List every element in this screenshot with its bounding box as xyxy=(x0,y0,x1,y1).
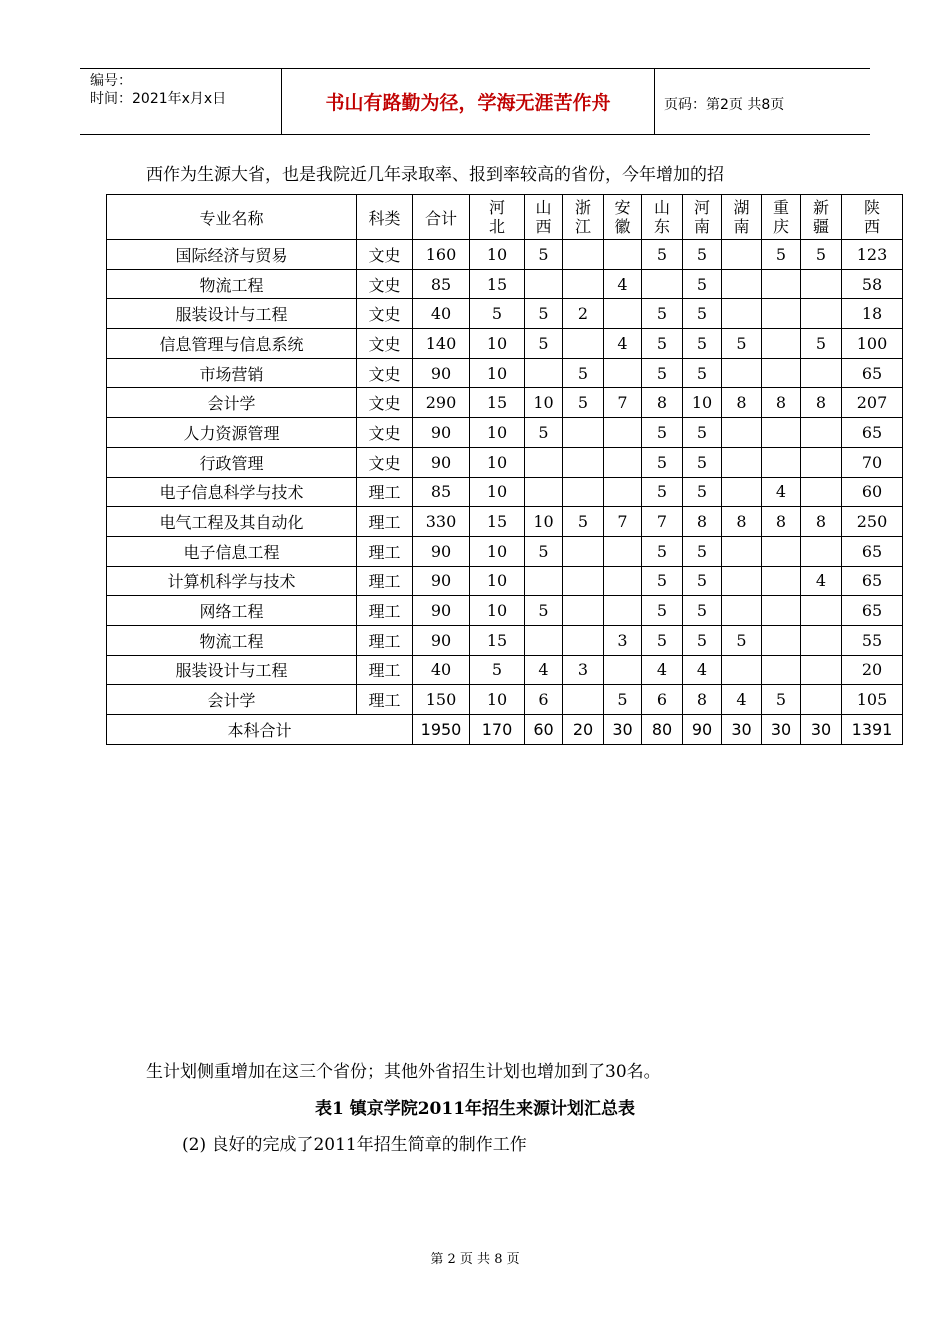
value-cell xyxy=(722,269,762,299)
value-cell xyxy=(762,299,801,329)
value-cell: 5 xyxy=(642,299,683,329)
value-cell xyxy=(604,596,642,626)
value-cell xyxy=(525,625,563,655)
value-cell xyxy=(762,269,801,299)
value-cell: 290 xyxy=(413,388,470,418)
major-name-cell: 物流工程 xyxy=(107,269,357,299)
category-cell: 文史 xyxy=(357,447,413,477)
value-cell xyxy=(563,329,604,359)
value-cell xyxy=(604,358,642,388)
major-name-cell: 网络工程 xyxy=(107,596,357,626)
value-cell: 90 xyxy=(413,418,470,448)
category-cell: 文史 xyxy=(357,358,413,388)
page-footer: 第 2 页 共 8 页 xyxy=(430,1252,520,1267)
header-province: 新 疆 xyxy=(801,195,842,240)
value-cell: 5 xyxy=(525,329,563,359)
value-cell: 5 xyxy=(801,329,842,359)
value-cell xyxy=(801,358,842,388)
header-province: 湖 南 xyxy=(722,195,762,240)
value-cell: 5 xyxy=(642,566,683,596)
major-name-cell: 服装设计与工程 xyxy=(107,655,357,685)
table-row xyxy=(107,418,903,448)
value-cell: 5 xyxy=(762,685,801,715)
value-cell: 5 xyxy=(683,596,722,626)
value-cell xyxy=(604,477,642,507)
value-cell xyxy=(801,269,842,299)
value-cell: 5 xyxy=(642,447,683,477)
value-cell: 4 xyxy=(604,329,642,359)
value-cell: 4 xyxy=(525,655,563,685)
header-province: 陕 西 xyxy=(842,195,903,240)
value-cell xyxy=(642,269,683,299)
value-cell: 15 xyxy=(470,625,525,655)
major-name-cell: 电气工程及其自动化 xyxy=(107,507,357,537)
value-cell: 5 xyxy=(642,596,683,626)
enrollment-table xyxy=(106,194,903,745)
value-cell: 3 xyxy=(563,655,604,685)
value-cell: 85 xyxy=(413,477,470,507)
value-cell: 8 xyxy=(801,388,842,418)
value-cell: 5 xyxy=(525,240,563,270)
value-cell: 8 xyxy=(722,388,762,418)
table-row xyxy=(107,269,903,299)
header-page-label: 页码：第2页 共8页 xyxy=(664,97,785,113)
value-cell: 18 xyxy=(842,299,903,329)
value-cell xyxy=(525,358,563,388)
value-cell: 5 xyxy=(642,536,683,566)
value-cell: 5 xyxy=(683,418,722,448)
value-cell xyxy=(801,536,842,566)
table-row xyxy=(107,329,903,359)
table-row xyxy=(107,625,903,655)
table-row xyxy=(107,299,903,329)
value-cell: 40 xyxy=(413,299,470,329)
value-cell: 105 xyxy=(842,685,903,715)
category-cell: 文史 xyxy=(357,269,413,299)
summary-value-cell: 30 xyxy=(801,715,842,745)
value-cell: 3 xyxy=(604,625,642,655)
value-cell: 10 xyxy=(470,536,525,566)
value-cell: 10 xyxy=(525,388,563,418)
value-cell xyxy=(563,566,604,596)
summary-value-cell: 1391 xyxy=(842,715,903,745)
value-cell xyxy=(604,447,642,477)
header-motto: 书山有路勤为径，学海无涯苦作舟 xyxy=(325,92,611,114)
table-caption: 表1 镇京学院2011年招生来源计划汇总表 xyxy=(314,1099,636,1119)
value-cell: 65 xyxy=(842,358,903,388)
summary-value-cell: 80 xyxy=(642,715,683,745)
category-cell: 理工 xyxy=(357,477,413,507)
value-cell: 7 xyxy=(604,388,642,418)
value-cell: 5 xyxy=(525,299,563,329)
table-row xyxy=(107,477,903,507)
value-cell xyxy=(762,447,801,477)
value-cell: 5 xyxy=(642,358,683,388)
value-cell: 5 xyxy=(642,329,683,359)
value-cell xyxy=(722,447,762,477)
value-cell xyxy=(722,418,762,448)
value-cell: 65 xyxy=(842,536,903,566)
value-cell: 5 xyxy=(683,240,722,270)
value-cell: 5 xyxy=(525,418,563,448)
value-cell: 65 xyxy=(842,566,903,596)
value-cell xyxy=(801,596,842,626)
header-total: 合计 xyxy=(413,195,470,240)
value-cell: 5 xyxy=(762,240,801,270)
summary-value-cell: 30 xyxy=(722,715,762,745)
value-cell: 40 xyxy=(413,655,470,685)
summary-value-cell: 170 xyxy=(470,715,525,745)
table-row xyxy=(107,685,903,715)
value-cell: 4 xyxy=(683,655,722,685)
category-cell: 文史 xyxy=(357,418,413,448)
value-cell xyxy=(563,240,604,270)
value-cell: 5 xyxy=(525,596,563,626)
value-cell: 10 xyxy=(470,418,525,448)
value-cell xyxy=(563,477,604,507)
major-name-cell: 信息管理与信息系统 xyxy=(107,329,357,359)
category-cell: 文史 xyxy=(357,388,413,418)
value-cell xyxy=(563,447,604,477)
value-cell xyxy=(525,269,563,299)
value-cell: 5 xyxy=(642,477,683,507)
value-cell xyxy=(762,536,801,566)
value-cell: 5 xyxy=(563,358,604,388)
value-cell: 10 xyxy=(470,596,525,626)
value-cell: 5 xyxy=(683,625,722,655)
value-cell xyxy=(722,240,762,270)
header-province: 安 徽 xyxy=(604,195,642,240)
value-cell xyxy=(801,447,842,477)
value-cell: 20 xyxy=(842,655,903,685)
value-cell: 90 xyxy=(413,596,470,626)
header-province: 山 东 xyxy=(642,195,683,240)
value-cell xyxy=(525,477,563,507)
major-name-cell: 市场营销 xyxy=(107,358,357,388)
major-name-cell: 会计学 xyxy=(107,388,357,418)
category-cell: 理工 xyxy=(357,655,413,685)
value-cell: 8 xyxy=(722,507,762,537)
value-cell xyxy=(722,358,762,388)
summary-value-cell: 30 xyxy=(604,715,642,745)
value-cell: 5 xyxy=(525,536,563,566)
value-cell: 5 xyxy=(722,329,762,359)
item-2-paragraph: (2) 良好的完成了2011年招生简章的制作工作 xyxy=(182,1135,527,1155)
value-cell: 8 xyxy=(762,388,801,418)
intro-paragraph: 西作为生源大省，也是我院近几年录取率、报到率较高的省份，今年增加的招 xyxy=(146,165,724,185)
category-cell: 理工 xyxy=(357,566,413,596)
value-cell: 10 xyxy=(525,507,563,537)
value-cell: 4 xyxy=(762,477,801,507)
value-cell: 70 xyxy=(842,447,903,477)
value-cell: 8 xyxy=(801,507,842,537)
value-cell: 250 xyxy=(842,507,903,537)
value-cell: 90 xyxy=(413,625,470,655)
value-cell xyxy=(722,477,762,507)
value-cell: 15 xyxy=(470,388,525,418)
value-cell: 90 xyxy=(413,566,470,596)
value-cell: 8 xyxy=(642,388,683,418)
header-bottom-rule xyxy=(80,134,870,135)
summary-value-cell: 30 xyxy=(762,715,801,745)
value-cell: 7 xyxy=(604,507,642,537)
category-cell: 理工 xyxy=(357,507,413,537)
value-cell xyxy=(722,596,762,626)
value-cell: 5 xyxy=(683,447,722,477)
summary-value-cell: 90 xyxy=(683,715,722,745)
number-label: 编号： xyxy=(90,73,132,89)
value-cell: 5 xyxy=(683,299,722,329)
value-cell: 90 xyxy=(413,447,470,477)
value-cell xyxy=(801,477,842,507)
value-cell: 90 xyxy=(413,358,470,388)
header-name: 专业名称 xyxy=(107,195,357,240)
value-cell: 10 xyxy=(470,447,525,477)
table-header-row xyxy=(107,195,903,240)
major-name-cell: 会计学 xyxy=(107,685,357,715)
value-cell: 6 xyxy=(525,685,563,715)
value-cell xyxy=(762,358,801,388)
value-cell: 4 xyxy=(642,655,683,685)
value-cell xyxy=(762,625,801,655)
value-cell xyxy=(604,418,642,448)
category-cell: 理工 xyxy=(357,685,413,715)
value-cell: 5 xyxy=(683,536,722,566)
summary-value-cell: 60 xyxy=(525,715,563,745)
value-cell: 4 xyxy=(722,685,762,715)
value-cell xyxy=(762,596,801,626)
header-province: 河 南 xyxy=(683,195,722,240)
category-cell: 文史 xyxy=(357,329,413,359)
value-cell: 5 xyxy=(683,477,722,507)
value-cell: 15 xyxy=(470,269,525,299)
value-cell: 5 xyxy=(563,388,604,418)
value-cell: 5 xyxy=(683,566,722,596)
value-cell xyxy=(722,299,762,329)
value-cell: 8 xyxy=(683,685,722,715)
value-cell: 100 xyxy=(842,329,903,359)
value-cell: 65 xyxy=(842,596,903,626)
header-province: 重 庆 xyxy=(762,195,801,240)
value-cell: 10 xyxy=(470,477,525,507)
value-cell: 7 xyxy=(642,507,683,537)
value-cell: 5 xyxy=(470,299,525,329)
value-cell xyxy=(563,625,604,655)
category-cell: 文史 xyxy=(357,299,413,329)
value-cell xyxy=(563,685,604,715)
value-cell: 150 xyxy=(413,685,470,715)
value-cell xyxy=(722,566,762,596)
value-cell: 5 xyxy=(722,625,762,655)
value-cell: 5 xyxy=(563,507,604,537)
continuation-paragraph: 生计划侧重增加在这三个省份；其他外省招生计划也增加到了30名。 xyxy=(146,1062,661,1082)
header-meta xyxy=(90,72,226,108)
value-cell xyxy=(525,566,563,596)
value-cell: 10 xyxy=(470,358,525,388)
value-cell: 5 xyxy=(642,240,683,270)
summary-label: 本科合计 xyxy=(107,715,413,745)
value-cell: 10 xyxy=(683,388,722,418)
value-cell: 10 xyxy=(470,566,525,596)
value-cell: 5 xyxy=(642,418,683,448)
value-cell xyxy=(801,655,842,685)
value-cell xyxy=(762,329,801,359)
value-cell xyxy=(563,536,604,566)
value-cell: 10 xyxy=(470,240,525,270)
table-row xyxy=(107,536,903,566)
header-divider-right xyxy=(654,68,655,135)
value-cell: 8 xyxy=(762,507,801,537)
value-cell: 123 xyxy=(842,240,903,270)
value-cell: 85 xyxy=(413,269,470,299)
table-row xyxy=(107,358,903,388)
category-cell: 理工 xyxy=(357,536,413,566)
value-cell xyxy=(604,536,642,566)
major-name-cell: 行政管理 xyxy=(107,447,357,477)
table-body xyxy=(107,240,903,745)
value-cell: 4 xyxy=(604,269,642,299)
value-cell xyxy=(604,299,642,329)
value-cell: 90 xyxy=(413,536,470,566)
value-cell: 160 xyxy=(413,240,470,270)
major-name-cell: 电子信息工程 xyxy=(107,536,357,566)
value-cell: 8 xyxy=(683,507,722,537)
time-label: 时间：2021年x月x日 xyxy=(90,91,227,107)
value-cell xyxy=(801,299,842,329)
table-row xyxy=(107,596,903,626)
value-cell: 5 xyxy=(470,655,525,685)
value-cell: 6 xyxy=(642,685,683,715)
value-cell: 5 xyxy=(801,240,842,270)
value-cell xyxy=(604,240,642,270)
summary-value-cell: 1950 xyxy=(413,715,470,745)
value-cell xyxy=(801,685,842,715)
value-cell: 65 xyxy=(842,418,903,448)
value-cell xyxy=(722,655,762,685)
table-row xyxy=(107,566,903,596)
value-cell: 5 xyxy=(604,685,642,715)
value-cell xyxy=(563,269,604,299)
summary-row xyxy=(107,715,903,745)
category-cell: 理工 xyxy=(357,625,413,655)
value-cell: 5 xyxy=(683,358,722,388)
table-row xyxy=(107,655,903,685)
value-cell xyxy=(604,655,642,685)
value-cell: 58 xyxy=(842,269,903,299)
major-name-cell: 计算机科学与技术 xyxy=(107,566,357,596)
value-cell: 207 xyxy=(842,388,903,418)
value-cell xyxy=(525,447,563,477)
value-cell: 60 xyxy=(842,477,903,507)
value-cell: 5 xyxy=(683,269,722,299)
value-cell: 2 xyxy=(563,299,604,329)
header-province: 山 西 xyxy=(525,195,563,240)
major-name-cell: 人力资源管理 xyxy=(107,418,357,448)
category-cell: 理工 xyxy=(357,596,413,626)
value-cell: 55 xyxy=(842,625,903,655)
header-category: 科类 xyxy=(357,195,413,240)
value-cell xyxy=(563,418,604,448)
major-name-cell: 国际经济与贸易 xyxy=(107,240,357,270)
value-cell: 140 xyxy=(413,329,470,359)
table-row xyxy=(107,447,903,477)
major-name-cell: 物流工程 xyxy=(107,625,357,655)
value-cell xyxy=(762,566,801,596)
summary-value-cell: 20 xyxy=(563,715,604,745)
value-cell xyxy=(801,625,842,655)
value-cell xyxy=(722,536,762,566)
value-cell xyxy=(563,596,604,626)
value-cell: 10 xyxy=(470,329,525,359)
header-province: 浙 江 xyxy=(563,195,604,240)
value-cell xyxy=(801,418,842,448)
table-row xyxy=(107,240,903,270)
value-cell xyxy=(762,418,801,448)
table-row xyxy=(107,507,903,537)
value-cell: 10 xyxy=(470,685,525,715)
major-name-cell: 电子信息科学与技术 xyxy=(107,477,357,507)
value-cell: 4 xyxy=(801,566,842,596)
value-cell: 5 xyxy=(642,625,683,655)
header-province: 河 北 xyxy=(470,195,525,240)
value-cell: 5 xyxy=(683,329,722,359)
value-cell: 15 xyxy=(470,507,525,537)
major-name-cell: 服装设计与工程 xyxy=(107,299,357,329)
value-cell xyxy=(604,566,642,596)
header-top-rule xyxy=(80,68,870,69)
category-cell: 文史 xyxy=(357,240,413,270)
table-row xyxy=(107,388,903,418)
value-cell xyxy=(762,655,801,685)
value-cell: 330 xyxy=(413,507,470,537)
